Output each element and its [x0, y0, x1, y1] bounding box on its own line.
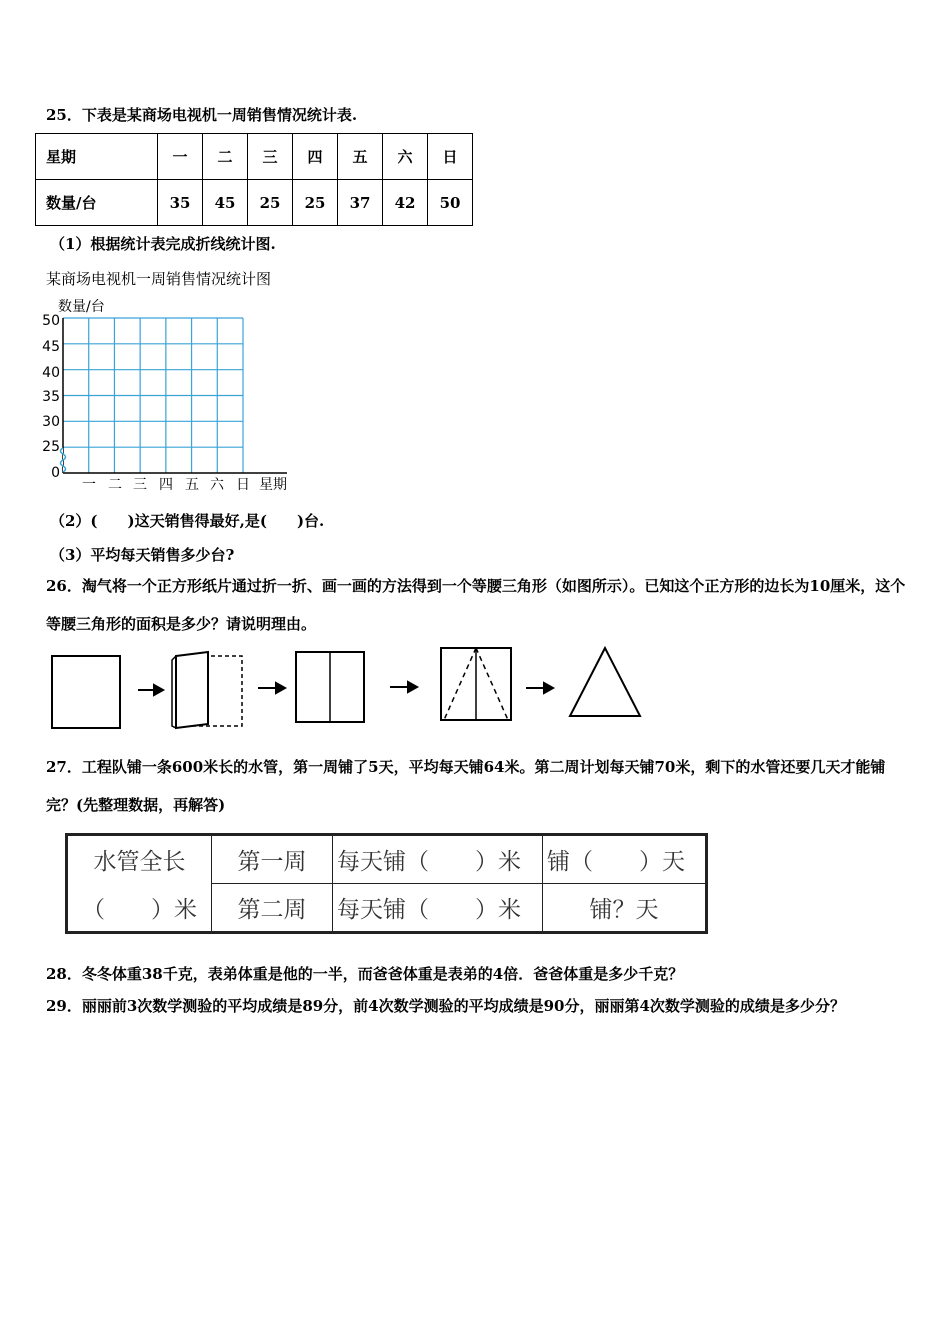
table-cell: 每天铺（ ）米	[333, 835, 543, 884]
q29-text: 29．丽丽前3次数学测验的平均成绩是89分，前4次数学测验的平均成绩是90分，丽丽第4次数学测验的成绩是多少分？	[46, 997, 845, 1015]
arrow-right-icon	[258, 683, 285, 693]
q25-title: 25．下表是某商场电视机一周销售情况统计表.	[46, 106, 358, 124]
table-cell: 42	[383, 180, 428, 226]
table-cell: 25	[248, 180, 293, 226]
table-header-cell: 星期	[36, 134, 158, 180]
axis-break-icon	[61, 448, 66, 472]
dashed-triangle-square-shape	[441, 648, 511, 720]
q25-part3: （3）平均每天销售多少台?	[50, 546, 235, 564]
arrow-right-icon	[526, 683, 553, 693]
creased-square-shape	[296, 652, 364, 722]
arrow-right-icon	[138, 685, 163, 695]
table-row	[67, 884, 707, 933]
table-cell: 二	[203, 134, 248, 180]
y-tick-label: 25	[42, 439, 60, 455]
y-tick-label: 30	[42, 414, 60, 430]
table-cell: 每天铺（ ）米	[333, 884, 543, 933]
x-tick-label: 四	[159, 477, 173, 493]
line-chart-grid	[55, 310, 295, 480]
table-cell: 50	[428, 180, 473, 226]
table-cell: 五	[338, 134, 383, 180]
table-cell: 四	[293, 134, 338, 180]
table-cell: 37	[338, 180, 383, 226]
y-tick-label: 45	[42, 339, 60, 355]
x-tick-label: 日	[236, 477, 250, 493]
x-tick-label: 六	[210, 477, 224, 493]
table-cell: 25	[293, 180, 338, 226]
q25-part2: （2）( )这天销售得最好,是( )台.	[50, 512, 325, 530]
table-cell: 铺？天	[543, 884, 707, 933]
x-tick-label: 二	[108, 477, 122, 493]
chart-ylabel: 数量/台	[58, 299, 105, 315]
table-cell: 一	[158, 134, 203, 180]
x-tick-label: 一	[82, 477, 96, 493]
x-tick-label: 五	[185, 477, 199, 493]
q25-part1: （1）根据统计表完成折线统计图.	[50, 235, 276, 253]
table-row	[67, 835, 707, 884]
table-cell: 第二周	[212, 884, 333, 933]
arrow-right-icon	[390, 682, 417, 692]
y-tick-label: 50	[42, 313, 60, 329]
table-cell: 水管全长	[67, 835, 212, 884]
table-cell: （ ）米	[67, 884, 212, 933]
table-cell: 35	[158, 180, 203, 226]
y-tick-label: 0	[51, 465, 60, 481]
table-header-cell: 数量/台	[36, 180, 158, 226]
sales-table	[35, 133, 473, 226]
x-tick-label: 三	[133, 477, 147, 493]
table-row	[36, 180, 473, 226]
chart-title: 某商场电视机一周销售情况统计图	[46, 270, 272, 288]
q26-text: 26．淘气将一个正方形纸片通过折一折、画一画的方法得到一个等腰三角形（如图所示）。已知这个正方形的边长为10厘米，这个等腰三角形的面积是多少？请说明理由。	[46, 577, 906, 633]
table-cell: 铺（ ）天	[543, 835, 707, 884]
folding-square-shape	[172, 652, 242, 728]
table-cell: 45	[203, 180, 248, 226]
y-tick-label: 35	[42, 389, 60, 405]
table-cell: 日	[428, 134, 473, 180]
folding-diagram	[40, 640, 660, 740]
table-cell: 第一周	[212, 835, 333, 884]
chart-xlabel: 星期	[259, 477, 287, 493]
table-cell: 三	[248, 134, 293, 180]
q28-text: 28．冬冬体重38千克，表弟体重是他的一半，而爸爸体重是表弟的4倍．爸爸体重是多少千克？	[46, 965, 684, 983]
isosceles-triangle-shape	[570, 648, 640, 716]
y-tick-label: 40	[42, 365, 60, 381]
q27-text: 27．工程队铺一条600米长的水管，第一周铺了5天，平均每天铺64米。第二周计划每天铺70米，剩下的水管还要几天才能铺完？(先整理数据，再解答)	[46, 758, 886, 814]
pipe-data-table	[65, 833, 708, 934]
table-cell: 六	[383, 134, 428, 180]
table-row	[36, 134, 473, 180]
square-shape	[52, 656, 120, 728]
